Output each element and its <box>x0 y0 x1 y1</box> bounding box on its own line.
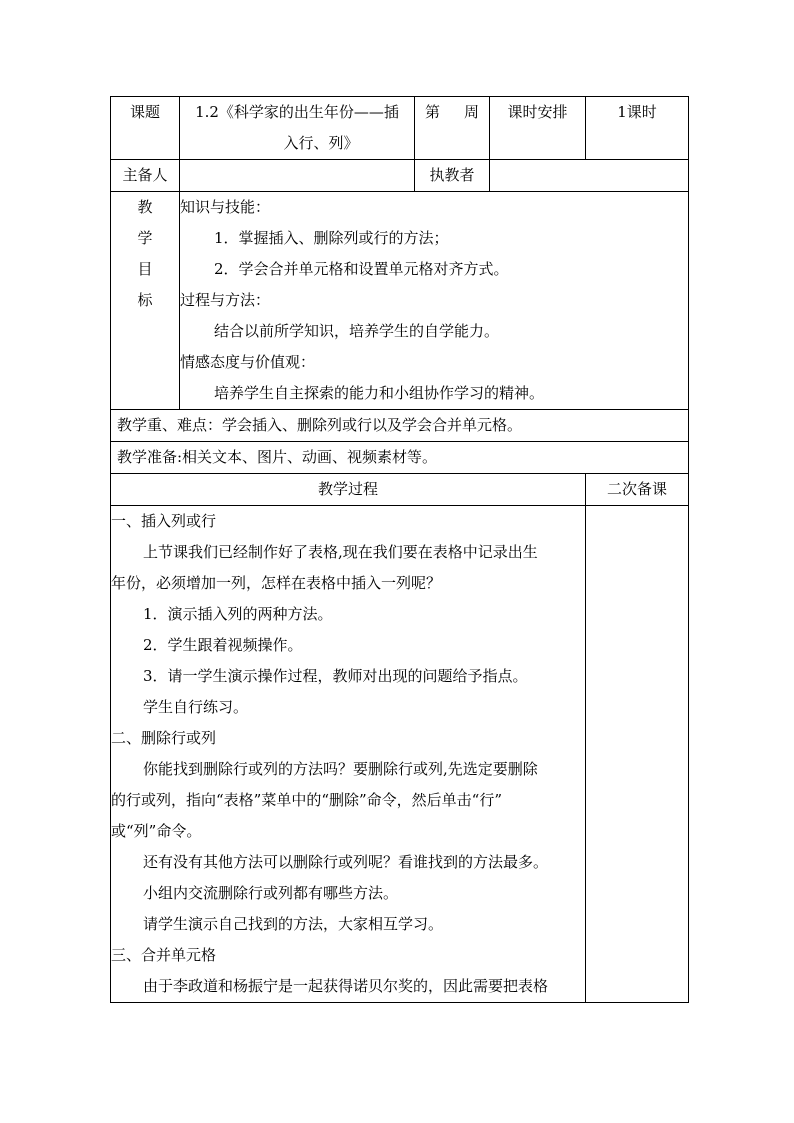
lesson-plan-table <box>110 96 689 1003</box>
goals-line: 结合以前所学知识，培养学生的自学能力。 <box>214 322 500 340</box>
process-header: 教学过程 <box>111 474 586 506</box>
week-label-a: 第 <box>425 103 441 121</box>
goals-label-char: 目 <box>137 260 153 278</box>
goals-line: 培养学生自主探索的能力和小组协作学习的精神。 <box>214 384 545 402</box>
process-header-row <box>111 474 689 506</box>
topic-value-line1: 1.2《科学家的出生年份——插 <box>195 103 399 121</box>
secondary-prep-cell[interactable] <box>586 506 689 1003</box>
week-cell <box>415 97 490 160</box>
process-line: 你能找到删除行或列的方法吗？要删除行或列,先选定要删除 <box>143 760 538 778</box>
topic-value-cell <box>180 97 415 160</box>
topic-label-cell <box>111 97 180 160</box>
schedule-label-cell <box>490 97 586 160</box>
process-line: 3．请一学生演示操作过程，教师对出现的问题给予指点。 <box>143 667 528 685</box>
goals-row <box>111 192 689 410</box>
goals-label-char: 标 <box>137 291 153 309</box>
goals-line: 知识与技能： <box>180 198 271 216</box>
process-line: 年份，必须增加一列，怎样在表格中插入一列呢？ <box>111 574 442 592</box>
week-label-b: 周 <box>463 103 479 121</box>
schedule-label: 课时安排 <box>507 103 568 121</box>
teacher-label: 执教者 <box>429 166 475 184</box>
process-line: 或“列”命令。 <box>111 822 202 840</box>
goals-line: 过程与方法： <box>180 291 271 309</box>
process-line: 一、插入列或行 <box>111 512 217 530</box>
process-content <box>111 506 586 1003</box>
process-line: 二、删除行或列 <box>111 729 217 747</box>
header-row <box>111 97 689 160</box>
key-points-row <box>111 410 689 442</box>
schedule-value: 1课时 <box>617 103 657 121</box>
goals-line: 1．掌握插入、删除列或行的方法； <box>214 229 449 247</box>
process-line: 的行或列，指向“表格”菜单中的“删除”命令，然后单击“行” <box>111 791 503 809</box>
preparation: 教学准备:相关文本、图片、动画、视频素材等。 <box>111 442 689 474</box>
teacher-label-cell <box>415 160 490 192</box>
goals-line: 情感态度与价值观： <box>180 353 316 371</box>
goals-label-cell <box>111 192 180 410</box>
process-body-row <box>111 506 689 1003</box>
process-line: 1．演示插入列的两种方法。 <box>143 605 333 623</box>
process-line: 由于李政道和杨振宁是一起获得诺贝尔奖的，因此需要把表格 <box>143 977 549 995</box>
process-line: 2．学生跟着视频操作。 <box>143 636 303 654</box>
key-points: 教学重、难点：学会插入、删除列或行以及学会合并单元格。 <box>111 410 689 442</box>
process-line: 三、合并单元格 <box>111 946 217 964</box>
preparer-label-cell <box>111 160 180 192</box>
process-line: 上节课我们已经制作好了表格,现在我们要在表格中记录出生 <box>143 543 538 561</box>
preparer-row <box>111 160 689 192</box>
goals-content <box>180 192 689 410</box>
topic-value-line2: 入行、列》 <box>283 134 359 152</box>
teacher-value-cell[interactable] <box>490 160 689 192</box>
process-line: 学生自行练习。 <box>143 698 249 716</box>
process-line: 还有没有其他方法可以删除行或列呢？看谁找到的方法最多。 <box>143 853 549 871</box>
secondary-prep-header: 二次备课 <box>586 474 689 506</box>
goals-line: 2．学会合并单元格和设置单元格对齐方式。 <box>214 260 509 278</box>
goals-label-char: 教 <box>137 198 153 216</box>
preparation-row <box>111 442 689 474</box>
topic-label: 课题 <box>129 103 160 121</box>
process-line: 请学生演示自己找到的方法，大家相互学习。 <box>143 915 444 933</box>
goals-label-char: 学 <box>137 229 153 247</box>
schedule-value-cell <box>586 97 689 160</box>
preparer-value-cell[interactable] <box>180 160 415 192</box>
process-line: 小组内交流删除行或列都有哪些方法。 <box>143 884 399 902</box>
preparer-label: 主备人 <box>122 166 168 184</box>
